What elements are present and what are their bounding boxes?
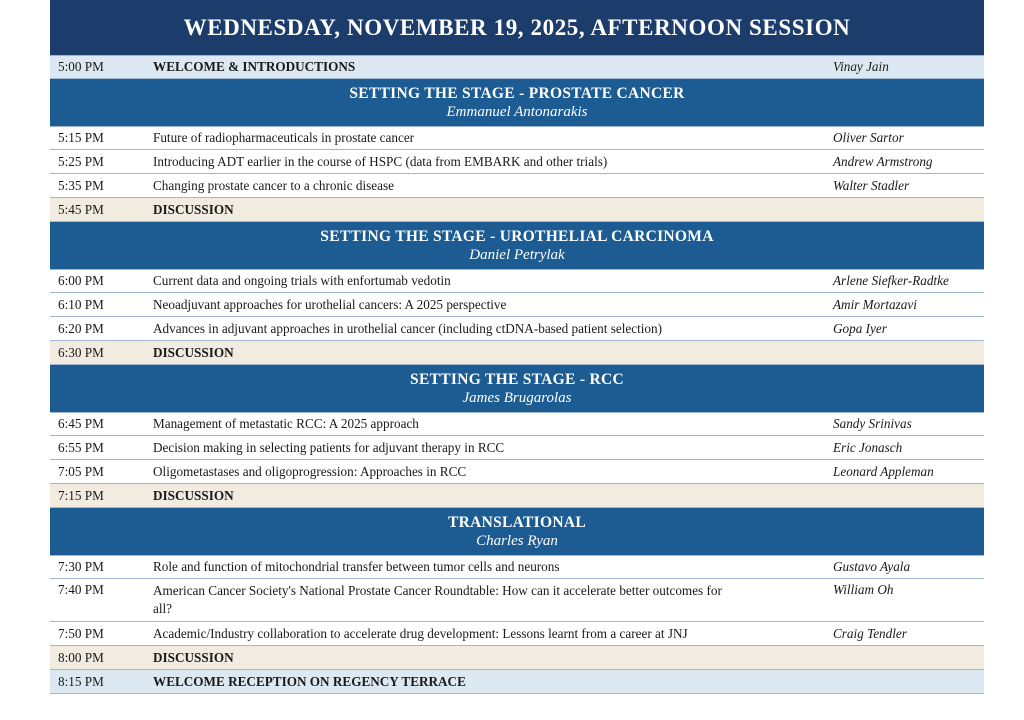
speaker-cell: Sandy Srinivas: [833, 416, 912, 431]
topic-cell: Decision making in selecting patients for adjuvant therapy in RCC: [153, 439, 505, 455]
time-cell: 5:00 PM: [58, 59, 104, 74]
speaker-cell: Gustavo Ayala: [833, 559, 911, 574]
speaker-cell: Gopa Iyer: [833, 320, 887, 336]
section-header-rcc: [50, 365, 984, 412]
table-row: [50, 622, 984, 646]
speaker-cell: Vinay Jain: [833, 59, 889, 74]
time-cell: 5:15 PM: [58, 130, 104, 145]
speaker-cell: Eric Jonasch: [833, 439, 903, 455]
session-title: WEDNESDAY, NOVEMBER 19, 2025, AFTERNOON SESSION: [50, 0, 984, 55]
time-cell: 6:10 PM: [58, 296, 104, 312]
table-row: [50, 317, 984, 341]
topic-cell: American Cancer Society's National Prostate Cancer Roundtable: How can it accelerate better outcomes for all?: [153, 583, 722, 616]
section-name: SETTING THE STAGE - PROSTATE CANCER: [349, 85, 685, 102]
agenda-table: [50, 0, 984, 694]
time-cell: 7:40 PM: [58, 582, 104, 597]
section-name: SETTING THE STAGE - UROTHELIAL CARCINOMA: [320, 228, 714, 245]
time-cell: 6:30 PM: [58, 344, 104, 360]
topic-cell: Neoadjuvant approaches for urothelial cancers: A 2025 perspective: [153, 296, 507, 312]
topic-cell: Introducing ADT earlier in the course of HSPC (data from EMBARK and other trials): [153, 153, 608, 169]
speaker-cell: Craig Tendler: [833, 625, 907, 641]
speaker-cell: Leonard Appleman: [833, 463, 934, 479]
discussion-row: [50, 646, 984, 670]
topic-cell: Oligometastases and oligoprogression: Approaches in RCC: [153, 463, 467, 479]
time-cell: 8:00 PM: [58, 649, 104, 665]
section-header-prostate: [50, 79, 984, 126]
topic-cell: Future of radiopharmaceuticals in prostate cancer: [153, 130, 415, 145]
speaker-cell: Walter Stadler: [833, 177, 910, 193]
speaker-cell: Oliver Sartor: [833, 130, 904, 145]
time-cell: 5:45 PM: [58, 201, 104, 217]
table-row: [50, 269, 984, 293]
discussion-row: [50, 484, 984, 508]
speaker-cell: Arlene Siefker-Radtke: [833, 273, 949, 288]
topic-cell: DISCUSSION: [153, 487, 234, 503]
section-chair: Emmanuel Antonarakis: [446, 104, 588, 120]
discussion-row: [50, 341, 984, 365]
time-cell: 7:05 PM: [58, 463, 104, 479]
welcome-row: [50, 55, 984, 79]
topic-cell: Role and function of mitochondrial transfer between tumor cells and neurons: [153, 559, 560, 574]
topic-cell: DISCUSSION: [153, 649, 234, 665]
table-row: [50, 293, 984, 317]
section-chair: Charles Ryan: [476, 533, 558, 549]
topic-cell: Changing prostate cancer to a chronic disease: [153, 177, 394, 193]
table-row: [50, 555, 984, 579]
time-cell: 5:35 PM: [58, 177, 104, 193]
table-row: [50, 412, 984, 436]
table-row: [50, 460, 984, 484]
topic-cell: DISCUSSION: [153, 201, 234, 217]
topic-cell: Current data and ongoing trials with enfortumab vedotin: [153, 273, 451, 288]
topic-cell: DISCUSSION: [153, 344, 234, 360]
topic-cell: WELCOME RECEPTION ON REGENCY TERRACE: [153, 673, 466, 689]
table-row: [50, 126, 984, 150]
table-row: [50, 579, 984, 622]
time-cell: 6:00 PM: [58, 273, 104, 288]
time-cell: 6:55 PM: [58, 439, 104, 455]
section-name: SETTING THE STAGE - RCC: [410, 371, 624, 388]
time-cell: 5:25 PM: [58, 153, 104, 169]
speaker-cell: Andrew Armstrong: [833, 153, 933, 169]
section-header-translational: [50, 508, 984, 555]
table-row: [50, 436, 984, 460]
time-cell: 6:45 PM: [58, 416, 104, 431]
topic-cell: Management of metastatic RCC: A 2025 approach: [153, 416, 419, 431]
table-row: [50, 150, 984, 174]
topic-cell: Academic/Industry collaboration to accelerate drug development: Lessons learnt from a career at JNJ: [153, 625, 688, 641]
section-header-urothelial: [50, 222, 984, 269]
time-cell: 7:15 PM: [58, 487, 104, 503]
time-cell: 7:50 PM: [58, 625, 104, 641]
speaker-cell: William Oh: [833, 582, 894, 597]
topic-cell: WELCOME & INTRODUCTIONS: [153, 59, 356, 74]
topic-cell: Advances in adjuvant approaches in urothelial cancer (including ctDNA-based patient selection): [153, 320, 662, 336]
time-cell: 7:30 PM: [58, 559, 104, 574]
section-chair: James Brugarolas: [462, 390, 572, 406]
reception-row: [50, 670, 984, 694]
section-chair: Daniel Petrylak: [469, 247, 565, 263]
discussion-row: [50, 198, 984, 222]
time-cell: 6:20 PM: [58, 320, 104, 336]
section-name: TRANSLATIONAL: [448, 514, 586, 531]
time-cell: 8:15 PM: [58, 673, 104, 689]
table-row: [50, 174, 984, 198]
speaker-cell: Amir Mortazavi: [833, 296, 917, 312]
